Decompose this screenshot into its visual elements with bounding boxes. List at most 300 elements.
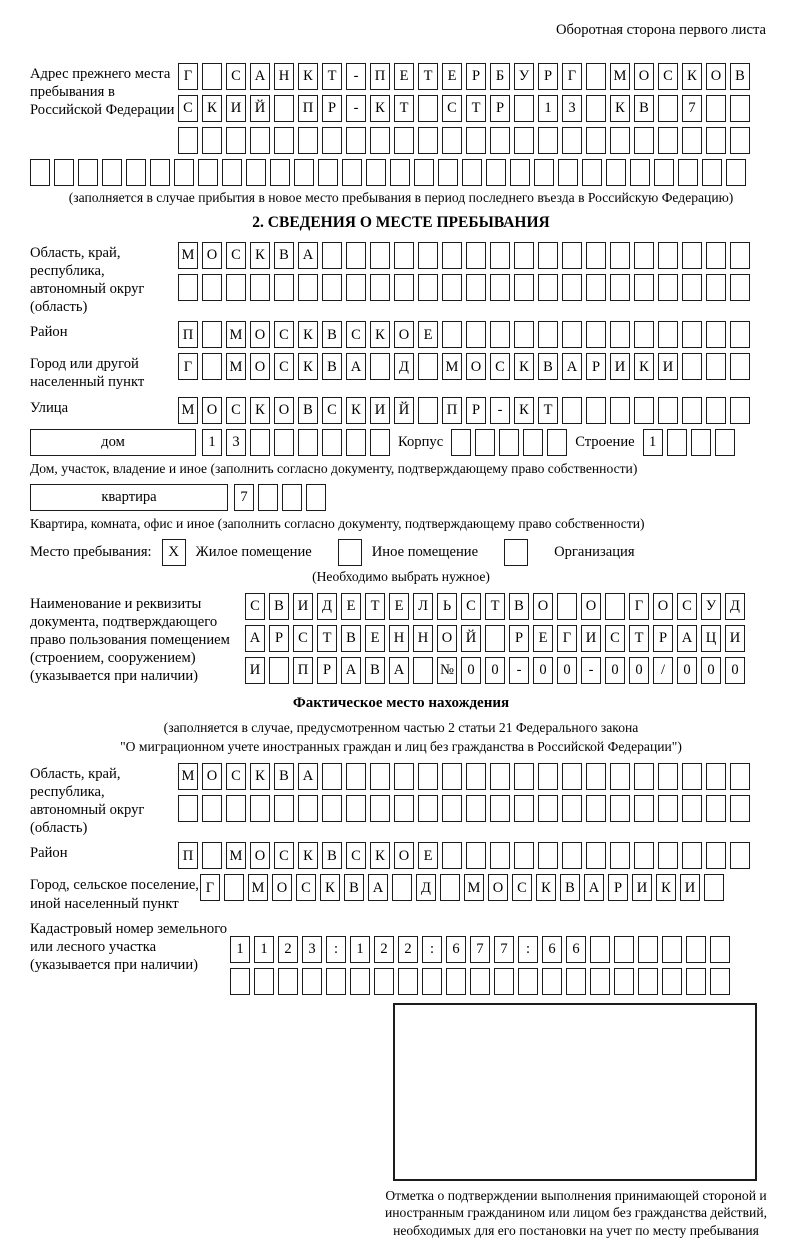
char-cell	[662, 936, 682, 963]
char-cell: А	[341, 657, 361, 684]
char-cell: 0	[557, 657, 577, 684]
char-cell	[462, 159, 482, 186]
char-cell: Е	[389, 593, 409, 620]
char-cell	[274, 795, 294, 822]
house-note: Дом, участок, владение и иное (заполнить согласно документу, подтверждающему право собственности)	[30, 460, 638, 476]
char-cell	[394, 274, 414, 301]
char-cell	[499, 429, 519, 456]
char-cell	[269, 657, 289, 684]
char-cell: К	[250, 763, 270, 790]
char-cell	[610, 321, 630, 348]
char-cell: Г	[629, 593, 649, 620]
char-cell	[662, 968, 682, 995]
prev-address-note: (заполняется в случае прибытия в новое место пребывания в период последнего въезда в Российскую Федерацию)	[68, 190, 734, 205]
char-cell	[54, 159, 74, 186]
char-cell: 7	[234, 484, 254, 511]
char-cell	[610, 242, 630, 269]
char-cell	[586, 397, 606, 424]
char-cell	[278, 968, 298, 995]
char-cell: П	[293, 657, 313, 684]
char-cell	[538, 795, 558, 822]
char-cell: О	[250, 353, 270, 380]
char-cell	[346, 127, 366, 154]
char-cell: Т	[629, 625, 649, 652]
char-cell	[306, 484, 326, 511]
char-cell: С	[346, 321, 366, 348]
char-cell: 0	[485, 657, 505, 684]
char-cell: Й	[394, 397, 414, 424]
char-cell	[678, 159, 698, 186]
char-cell: Г	[200, 874, 220, 901]
char-cell	[322, 274, 342, 301]
char-cell	[562, 795, 582, 822]
char-cell	[258, 484, 278, 511]
char-cell: К	[610, 95, 630, 122]
cell-row	[200, 874, 724, 901]
char-cell	[370, 242, 390, 269]
char-cell	[394, 795, 414, 822]
char-cell: М	[610, 63, 630, 90]
char-cell	[442, 795, 462, 822]
char-cell	[667, 429, 687, 456]
char-cell	[346, 274, 366, 301]
char-cell	[466, 795, 486, 822]
cell-row	[178, 63, 750, 90]
char-cell: 7	[494, 936, 514, 963]
char-cell: П	[442, 397, 462, 424]
char-cell	[610, 795, 630, 822]
char-cell	[706, 763, 726, 790]
char-cell: П	[370, 63, 390, 90]
char-cell	[494, 968, 514, 995]
char-cell	[614, 968, 634, 995]
char-cell: -	[509, 657, 529, 684]
char-cell	[730, 274, 750, 301]
char-cell	[250, 274, 270, 301]
char-cell: К	[298, 842, 318, 869]
actual-location-note-1: (заполняется в случае, предусмотренном частью 2 статьи 21 Федерального закона	[163, 720, 639, 736]
char-cell: О	[581, 593, 601, 620]
char-cell	[322, 127, 342, 154]
char-cell	[514, 127, 534, 154]
apartment-row	[30, 484, 772, 511]
char-cell	[418, 127, 438, 154]
char-cell	[586, 763, 606, 790]
char-cell	[634, 842, 654, 869]
char-cell	[562, 397, 582, 424]
char-cell: 0	[725, 657, 745, 684]
char-cell	[274, 429, 294, 456]
char-cell	[318, 159, 338, 186]
char-cell: С	[226, 63, 246, 90]
char-cell: 1	[230, 936, 250, 963]
region-label: Область, край, республика, автономный округ (область)	[30, 245, 145, 316]
char-cell: Л	[413, 593, 433, 620]
char-cell	[250, 127, 270, 154]
char-cell: М	[226, 842, 246, 869]
city-block	[30, 353, 772, 391]
char-cell: Й	[250, 95, 270, 122]
char-cell	[562, 321, 582, 348]
char-cell	[634, 763, 654, 790]
char-cell: П	[178, 842, 198, 869]
char-cell: Н	[274, 63, 294, 90]
char-cell	[230, 968, 250, 995]
char-cell	[514, 274, 534, 301]
char-cell	[730, 763, 750, 790]
char-cell: 0	[605, 657, 625, 684]
page-header-note: Оборотная сторона первого листа	[555, 22, 766, 38]
char-cell	[658, 321, 678, 348]
char-cell: В	[322, 842, 342, 869]
char-cell: О	[250, 842, 270, 869]
char-cell: С	[512, 874, 532, 901]
char-cell: К	[536, 874, 556, 901]
char-cell: О	[466, 353, 486, 380]
char-cell: Г	[562, 63, 582, 90]
char-cell: Е	[365, 625, 385, 652]
char-cell	[322, 242, 342, 269]
char-cell	[710, 968, 730, 995]
char-cell	[413, 657, 433, 684]
char-cell: И	[658, 353, 678, 380]
char-cell	[250, 795, 270, 822]
cell-row	[230, 968, 730, 995]
char-cell: А	[368, 874, 388, 901]
char-cell	[715, 429, 735, 456]
char-cell	[704, 874, 724, 901]
char-cell	[682, 242, 702, 269]
char-cell: С	[178, 95, 198, 122]
char-cell: М	[442, 353, 462, 380]
apartment-box: квартира	[30, 484, 228, 511]
char-cell: О	[272, 874, 292, 901]
char-cell: В	[365, 657, 385, 684]
char-cell	[202, 63, 222, 90]
char-cell	[342, 159, 362, 186]
char-cell: Е	[341, 593, 361, 620]
actual-location-note-2: "О миграционном учете иностранных граждан и лиц без гражданства в Российской Федерации")	[120, 739, 682, 755]
char-cell	[222, 159, 242, 186]
char-cell: С	[461, 593, 481, 620]
char-cell: Г	[178, 63, 198, 90]
char-cell: С	[226, 242, 246, 269]
char-cell	[302, 968, 322, 995]
char-cell	[226, 274, 246, 301]
char-cell: У	[514, 63, 534, 90]
char-cell: Р	[269, 625, 289, 652]
char-cell: Р	[538, 63, 558, 90]
house-box: дом	[30, 429, 196, 456]
char-cell	[710, 936, 730, 963]
char-cell	[634, 397, 654, 424]
char-cell: А	[245, 625, 265, 652]
char-cell: И	[370, 397, 390, 424]
char-cell	[686, 936, 706, 963]
char-cell	[418, 397, 438, 424]
char-cell	[702, 159, 722, 186]
char-cell: С	[346, 842, 366, 869]
char-cell	[370, 353, 390, 380]
char-cell: Е	[533, 625, 553, 652]
char-cell	[350, 968, 370, 995]
char-cell	[374, 968, 394, 995]
stay-type-checkbox-residential: X	[162, 539, 186, 566]
char-cell	[730, 842, 750, 869]
char-cell: М	[178, 242, 198, 269]
confirmation-stamp-area	[393, 1003, 757, 1181]
char-cell	[510, 159, 530, 186]
char-cell: М	[178, 397, 198, 424]
stroenie-label: Строение	[575, 433, 635, 450]
char-cell	[490, 795, 510, 822]
char-cell	[658, 763, 678, 790]
char-cell: К	[202, 95, 222, 122]
char-cell: О	[274, 397, 294, 424]
char-cell	[730, 242, 750, 269]
char-cell	[682, 763, 702, 790]
char-cell	[370, 763, 390, 790]
char-cell: Н	[413, 625, 433, 652]
char-cell: В	[269, 593, 289, 620]
char-cell: Е	[418, 321, 438, 348]
char-cell	[322, 795, 342, 822]
char-cell	[730, 321, 750, 348]
char-cell	[658, 795, 678, 822]
char-cell: И	[226, 95, 246, 122]
char-cell	[730, 397, 750, 424]
char-cell: 0	[629, 657, 649, 684]
char-cell: И	[725, 625, 745, 652]
char-cell: В	[344, 874, 364, 901]
char-cell	[534, 159, 554, 186]
char-cell: 7	[470, 936, 490, 963]
char-cell	[370, 127, 390, 154]
char-cell	[394, 127, 414, 154]
char-cell	[706, 274, 726, 301]
char-cell	[562, 274, 582, 301]
char-cell: :	[422, 936, 442, 963]
char-cell	[682, 842, 702, 869]
char-cell	[78, 159, 98, 186]
char-cell: 0	[677, 657, 697, 684]
char-cell	[586, 321, 606, 348]
char-cell	[654, 159, 674, 186]
house-row	[30, 429, 772, 456]
char-cell	[590, 968, 610, 995]
char-cell: Ь	[437, 593, 457, 620]
char-cell	[634, 795, 654, 822]
stay-type-option-other: Иное помещение	[371, 543, 479, 560]
char-cell	[730, 127, 750, 154]
char-cell	[706, 795, 726, 822]
char-cell: О	[202, 242, 222, 269]
house-cells	[202, 429, 390, 456]
char-cell	[610, 274, 630, 301]
cell-row	[178, 242, 750, 269]
document-label: Наименование и реквизиты документа, подтверждающего право пользования помещением (строением, сооружением) (указывается при наличии)	[30, 595, 230, 684]
char-cell: П	[178, 321, 198, 348]
street-block	[30, 397, 772, 424]
char-cell	[418, 242, 438, 269]
stay-type-option-organization: Организация	[554, 543, 635, 560]
char-cell	[250, 429, 270, 456]
char-cell: С	[677, 593, 697, 620]
char-cell: А	[298, 242, 318, 269]
char-cell: Й	[461, 625, 481, 652]
char-cell	[394, 763, 414, 790]
char-cell: А	[298, 763, 318, 790]
char-cell	[390, 159, 410, 186]
char-cell	[682, 353, 702, 380]
char-cell	[658, 274, 678, 301]
char-cell: О	[394, 321, 414, 348]
char-cell: В	[538, 353, 558, 380]
char-cell: Т	[538, 397, 558, 424]
char-cell: №	[437, 657, 457, 684]
char-cell: С	[442, 95, 462, 122]
actual-district-block	[30, 842, 772, 869]
char-cell: С	[322, 397, 342, 424]
char-cell	[202, 842, 222, 869]
char-cell: К	[656, 874, 676, 901]
char-cell: А	[677, 625, 697, 652]
char-cell	[370, 429, 390, 456]
char-cell	[224, 874, 244, 901]
char-cell	[542, 968, 562, 995]
char-cell: О	[533, 593, 553, 620]
district-block	[30, 321, 772, 348]
char-cell	[298, 274, 318, 301]
char-cell	[514, 321, 534, 348]
char-cell: С	[245, 593, 265, 620]
char-cell	[442, 127, 462, 154]
char-cell	[198, 159, 218, 186]
char-cell: -	[490, 397, 510, 424]
char-cell	[706, 242, 726, 269]
char-cell	[418, 763, 438, 790]
char-cell: В	[274, 763, 294, 790]
street-label: Улица	[30, 399, 69, 416]
char-cell	[475, 429, 495, 456]
char-cell	[658, 127, 678, 154]
char-cell: С	[296, 874, 316, 901]
char-cell	[566, 968, 586, 995]
char-cell	[605, 593, 625, 620]
char-cell	[706, 353, 726, 380]
stay-type-note: (Необходимо выбрать нужное)	[312, 568, 490, 584]
char-cell: Г	[557, 625, 577, 652]
char-cell	[557, 593, 577, 620]
char-cell	[682, 274, 702, 301]
char-cell: К	[514, 353, 534, 380]
char-cell	[634, 321, 654, 348]
char-cell: И	[632, 874, 652, 901]
char-cell: Р	[586, 353, 606, 380]
char-cell	[538, 274, 558, 301]
char-cell: К	[250, 397, 270, 424]
char-cell	[730, 795, 750, 822]
char-cell	[202, 795, 222, 822]
char-cell	[485, 625, 505, 652]
char-cell: 0	[533, 657, 553, 684]
char-cell	[490, 321, 510, 348]
char-cell	[538, 321, 558, 348]
char-cell: К	[370, 321, 390, 348]
char-cell	[370, 795, 390, 822]
char-cell: 2	[398, 936, 418, 963]
char-cell: Н	[389, 625, 409, 652]
char-cell: :	[326, 936, 346, 963]
char-cell: 3	[226, 429, 246, 456]
char-cell: С	[658, 63, 678, 90]
char-cell	[658, 242, 678, 269]
char-cell: А	[389, 657, 409, 684]
char-cell: -	[581, 657, 601, 684]
char-cell: С	[274, 353, 294, 380]
char-cell: 2	[278, 936, 298, 963]
char-cell	[418, 95, 438, 122]
char-cell	[442, 763, 462, 790]
char-cell	[438, 159, 458, 186]
char-cell	[538, 127, 558, 154]
char-cell	[346, 763, 366, 790]
char-cell	[346, 429, 366, 456]
char-cell: Т	[317, 625, 337, 652]
char-cell	[523, 429, 543, 456]
char-cell: Д	[317, 593, 337, 620]
char-cell: 1	[202, 429, 222, 456]
char-cell	[394, 242, 414, 269]
char-cell	[274, 95, 294, 122]
char-cell	[466, 321, 486, 348]
char-cell	[392, 874, 412, 901]
char-cell	[490, 274, 510, 301]
cell-row	[178, 95, 750, 122]
char-cell	[682, 795, 702, 822]
char-cell: С	[274, 842, 294, 869]
char-cell	[634, 274, 654, 301]
char-cell: А	[346, 353, 366, 380]
char-cell	[658, 95, 678, 122]
char-cell	[442, 842, 462, 869]
stay-type-option-residential: Жилое помещение	[195, 543, 312, 560]
char-cell	[586, 795, 606, 822]
char-cell	[586, 242, 606, 269]
char-cell	[178, 127, 198, 154]
apartment-cells	[234, 484, 326, 511]
char-cell	[226, 795, 246, 822]
char-cell	[174, 159, 194, 186]
char-cell: О	[202, 763, 222, 790]
char-cell	[514, 795, 534, 822]
cell-row	[178, 321, 750, 348]
char-cell	[562, 242, 582, 269]
char-cell: О	[202, 397, 222, 424]
char-cell	[298, 795, 318, 822]
cell-row	[178, 763, 750, 790]
char-cell	[202, 127, 222, 154]
char-cell: 6	[566, 936, 586, 963]
char-cell	[466, 242, 486, 269]
char-cell	[547, 429, 567, 456]
char-cell	[422, 968, 442, 995]
char-cell: П	[298, 95, 318, 122]
char-cell	[610, 842, 630, 869]
char-cell: С	[226, 763, 246, 790]
char-cell	[126, 159, 146, 186]
char-cell: 1	[254, 936, 274, 963]
